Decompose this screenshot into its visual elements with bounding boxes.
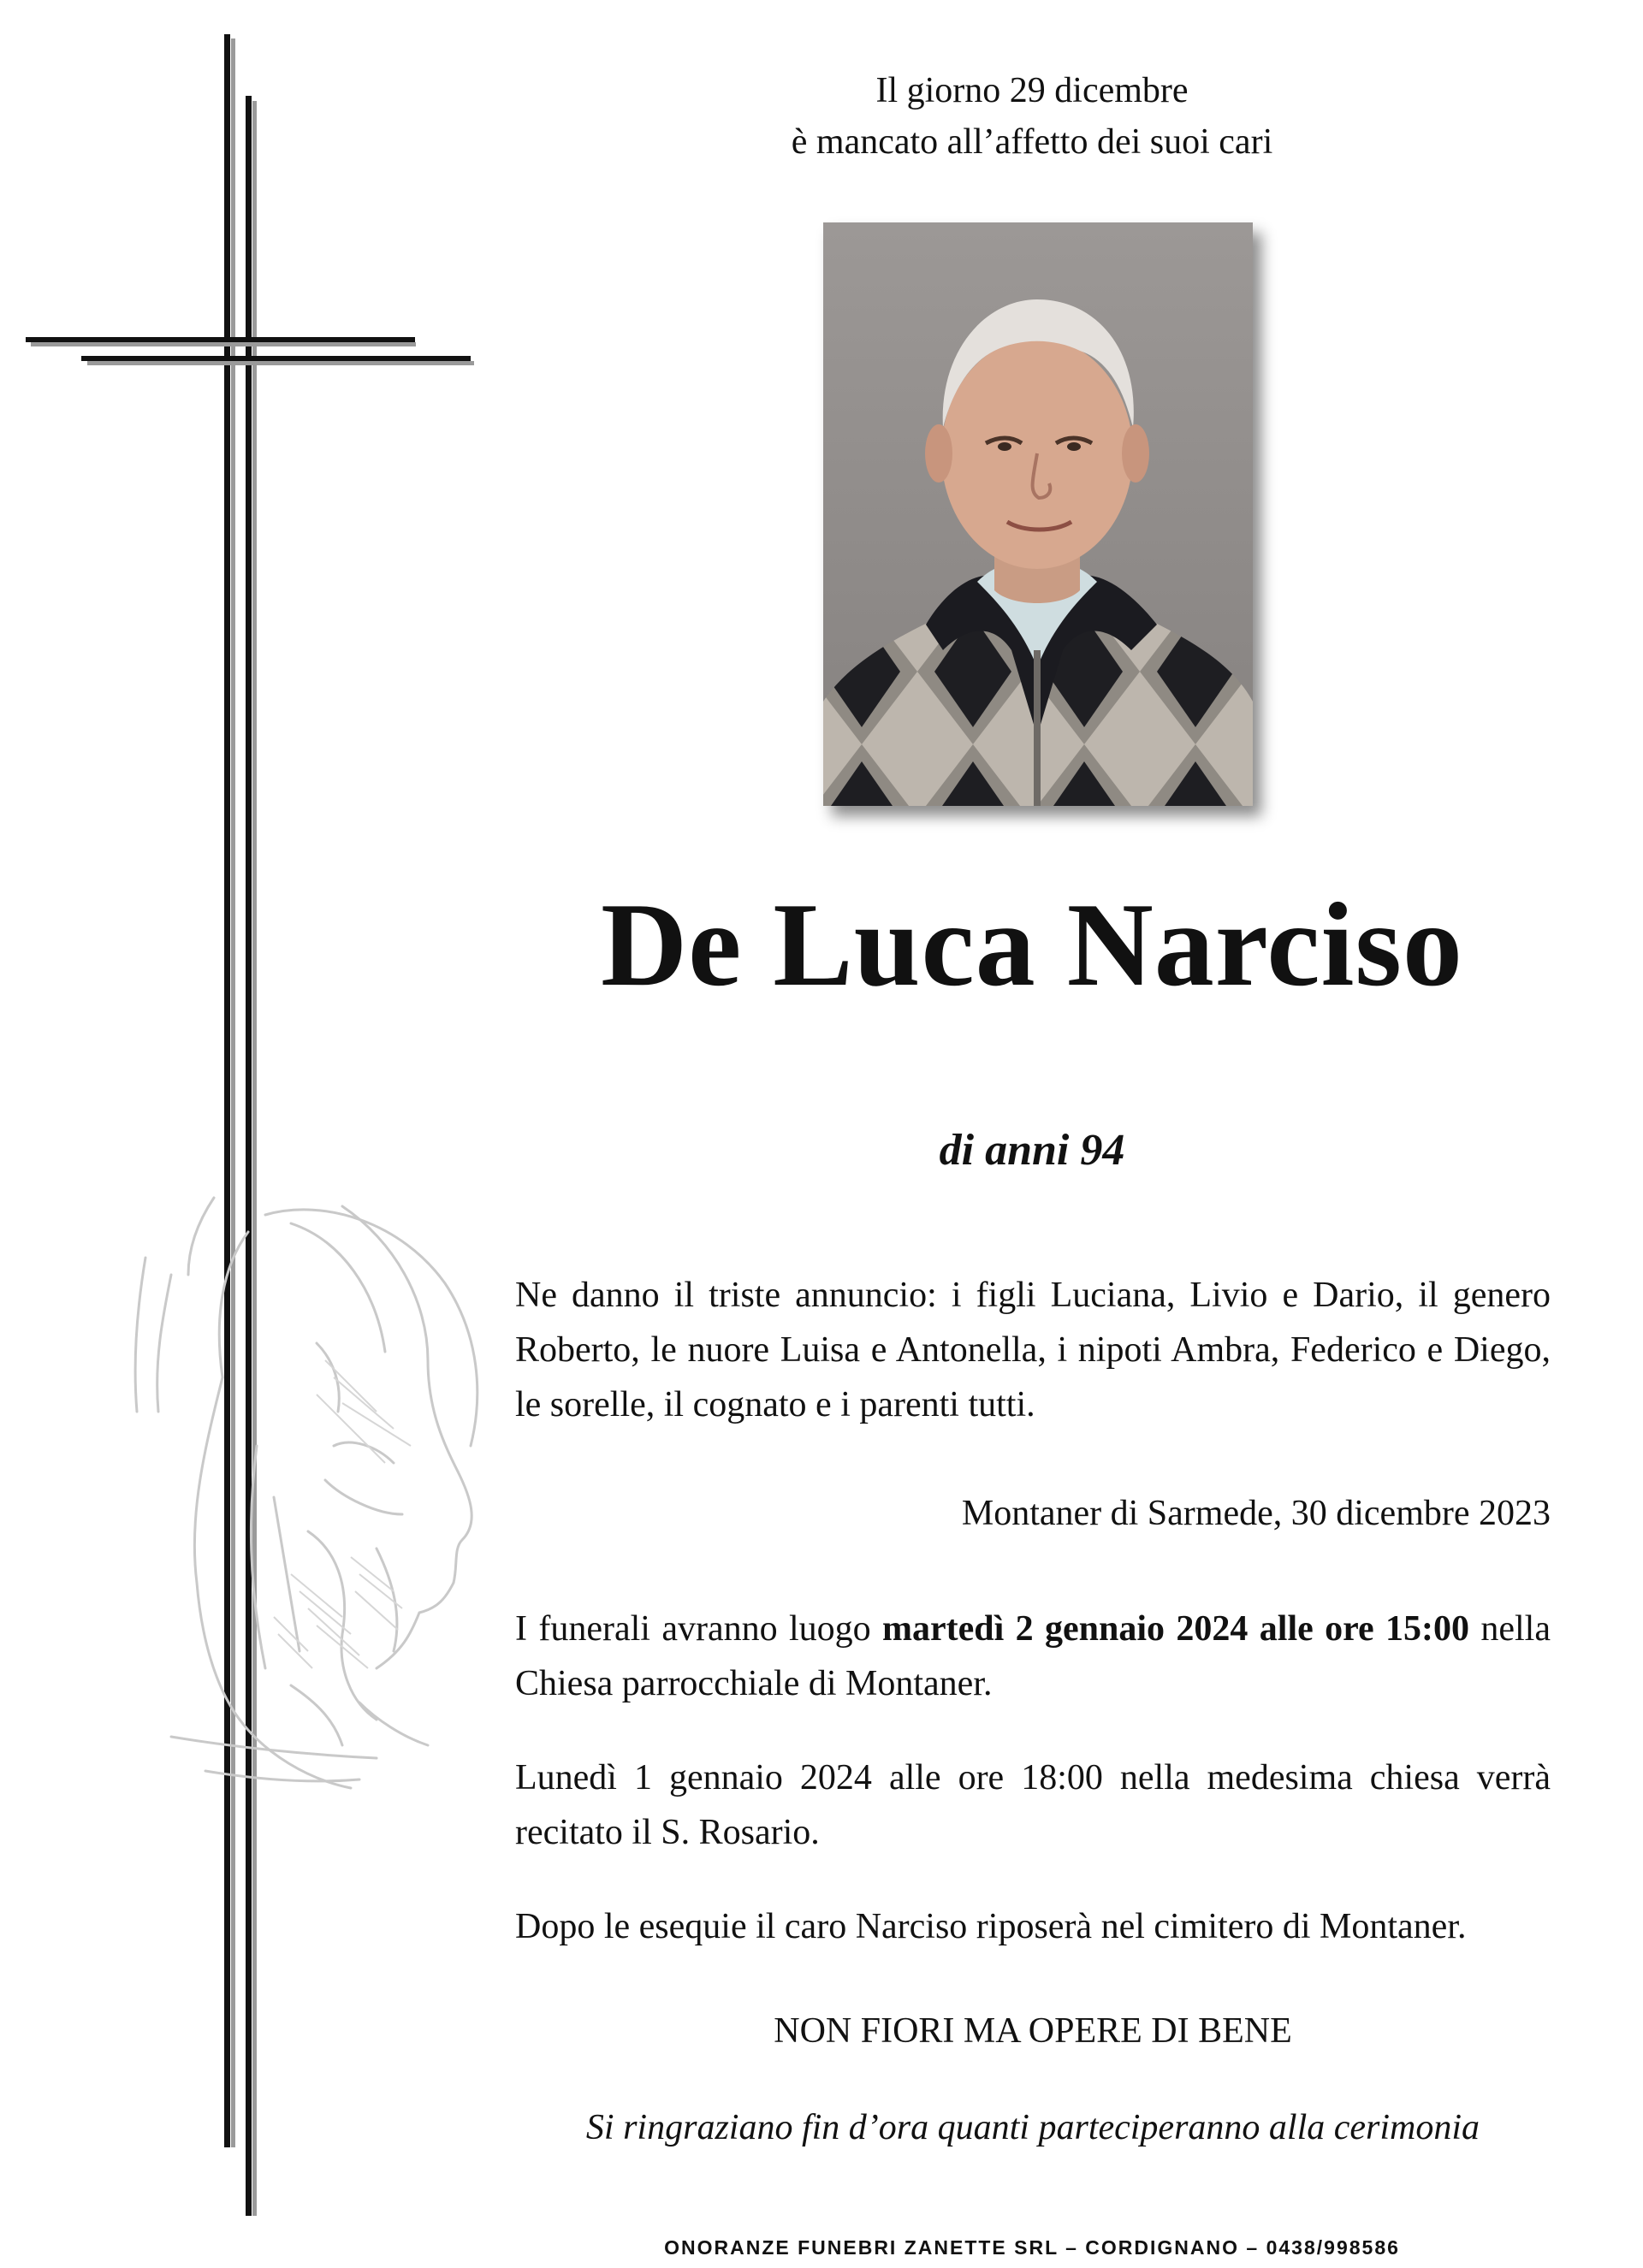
announcement-paragraph: Ne danno il triste annuncio: i figli Luciana, Livio e Dario, il genero Roberto, le nuore Luisa e Antonella, i nipoti Ambra, Federico e Diego, le sorelle, il cognato e i parenti tutti. bbox=[515, 1276, 1551, 1424]
cross-vertical-bar-1 bbox=[224, 34, 230, 2147]
portrait-illustration bbox=[823, 222, 1253, 806]
cross-decoration bbox=[0, 0, 513, 2268]
thanks-note: Si ringraziano fin d’ora quanti parteciperanno alla cerimonia bbox=[585, 2108, 1480, 2147]
cross-vertical-shadow-1 bbox=[231, 38, 235, 2147]
funeral-home-footer: ONORANZE FUNEBRI ZANETTE SRL – CORDIGNANO – 0438/998586 bbox=[664, 2236, 1400, 2259]
intro-line-1: Il giorno 29 dicembre bbox=[875, 71, 1189, 110]
cross-vertical-bar-2 bbox=[246, 96, 252, 2216]
deceased-age: di anni 94 bbox=[939, 1126, 1125, 1175]
place-date: Montaner di Sarmede, 30 dicembre 2023 bbox=[961, 1494, 1551, 1533]
rosary-paragraph: Lunedì 1 gennaio 2024 alle ore 18:00 nella medesima chiesa verrà recitato il S. Rosario. bbox=[515, 1758, 1551, 1852]
christ-sketch-illustration bbox=[120, 1189, 496, 1822]
funeral-paragraph bbox=[515, 1602, 1551, 1711]
funeral-text-pre: I funerali avranno luogo bbox=[515, 1609, 871, 1649]
funeral-date-time: martedì 2 gennaio 2024 alle ore 15:00 bbox=[882, 1609, 1469, 1649]
burial-paragraph: Dopo le esequie il caro Narciso riposerà nel cimitero di Montaner. bbox=[515, 1907, 1467, 1946]
intro-text bbox=[513, 65, 1551, 168]
cross-horizontal-shadow-1 bbox=[31, 342, 416, 346]
cross-vertical-shadow-2 bbox=[252, 101, 257, 2216]
intro-line-2: è mancato all’affetto dei suoi cari bbox=[791, 122, 1273, 162]
funeral-text-post: nella Chiesa parrocchiale di Montaner. bbox=[515, 1609, 1551, 1703]
deceased-name: De Luca Narciso bbox=[601, 879, 1463, 1011]
cross-horizontal-shadow-2 bbox=[87, 361, 474, 365]
portrait-photo bbox=[823, 222, 1253, 806]
cross-horizontal-bar-1 bbox=[26, 337, 415, 342]
cross-horizontal-bar-2 bbox=[81, 356, 471, 361]
no-flowers-notice: NON FIORI MA OPERE DI BENE bbox=[774, 2011, 1292, 2051]
